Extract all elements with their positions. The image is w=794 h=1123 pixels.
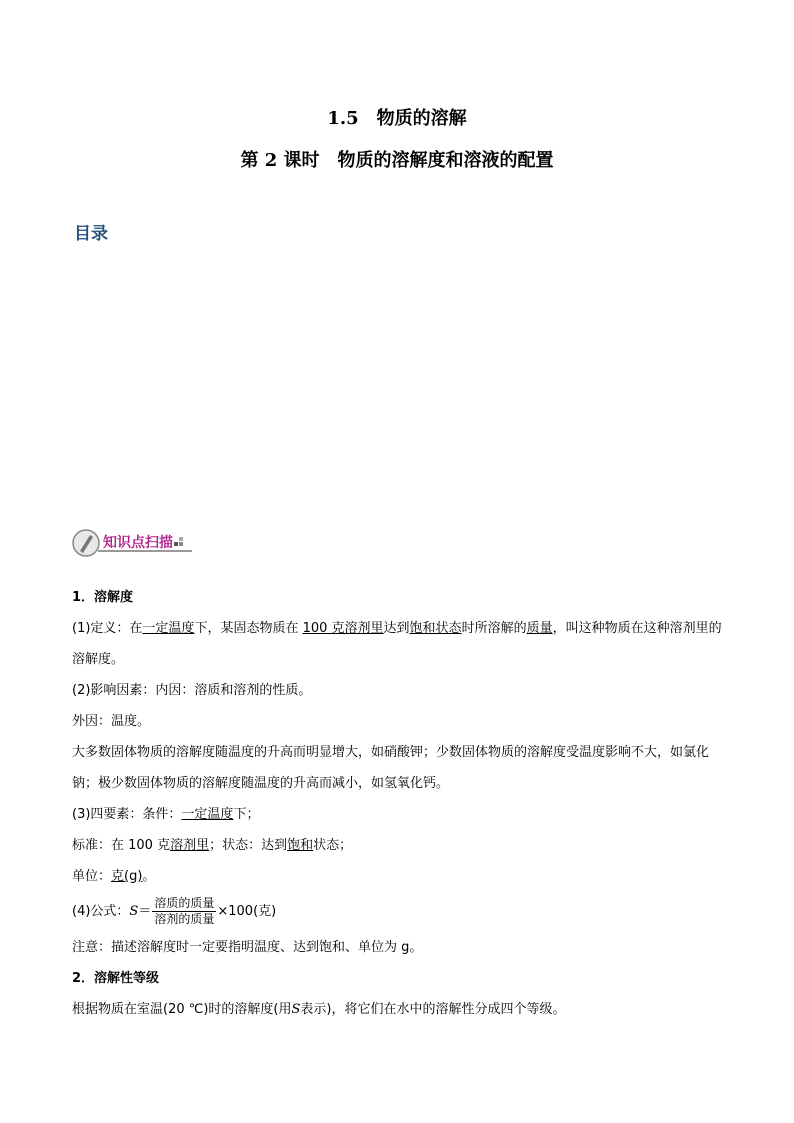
toc-heading: 目录	[74, 224, 108, 244]
badge-label: 知识点扫描	[103, 535, 173, 551]
trend-paragraph: 大多数固体物质的溶解度随温度的升高而明显增大，如硝酸钾；少数固体物质的溶解度受温度影响不大，如氯化钠；极少数固体物质的溶解度随温度的升高而减小，如氢氧化钙。	[72, 745, 710, 791]
section-heading-levels: 2．溶解性等级	[72, 971, 160, 986]
unit-paragraph: 单位：克(g)。	[72, 869, 156, 884]
knowledge-scan-badge	[70, 527, 194, 559]
four-elements-paragraph: (3)四要素：条件：一定温度下；	[72, 807, 260, 822]
definition-paragraph: (1)定义：在一定温度下，某固态物质在 100 克溶剂里达到饱和状态时所溶解的质量，叫这种物质在这种溶剂里的溶解度。	[72, 621, 722, 667]
formula-paragraph: (4)公式：S＝ $\frac{\text{溶质的质量}}{\text{溶剂的质量}}$ ×100(克)	[72, 896, 277, 926]
factors-paragraph: (2)影响因素：内因：溶质和溶剂的性质。	[72, 683, 312, 698]
external-factor-paragraph: 外因：温度。	[72, 714, 151, 729]
content-body	[72, 582, 726, 1025]
formula-fraction: $\frac{\text{溶质的质量}}{\text{溶剂的质量}}$	[154, 896, 215, 926]
levels-paragraph: 根据物质在室温(20 ℃)时的溶解度(用S表示)，将它们在水中的溶解性分成四个等级。	[72, 1002, 566, 1017]
section-heading-solubility: 1．溶解度	[72, 590, 134, 605]
standard-paragraph: 标准：在 100 克溶剂里；状态：达到饱和状态；	[72, 838, 353, 853]
lesson-subtitle: 第 2 课时 物质的溶解度和溶液的配置	[240, 150, 554, 171]
note-paragraph: 注意：描述溶解度时一定要指明温度、达到饱和、单位为 g。	[72, 940, 423, 955]
lesson-title: 1.5 物质的溶解	[327, 108, 467, 129]
